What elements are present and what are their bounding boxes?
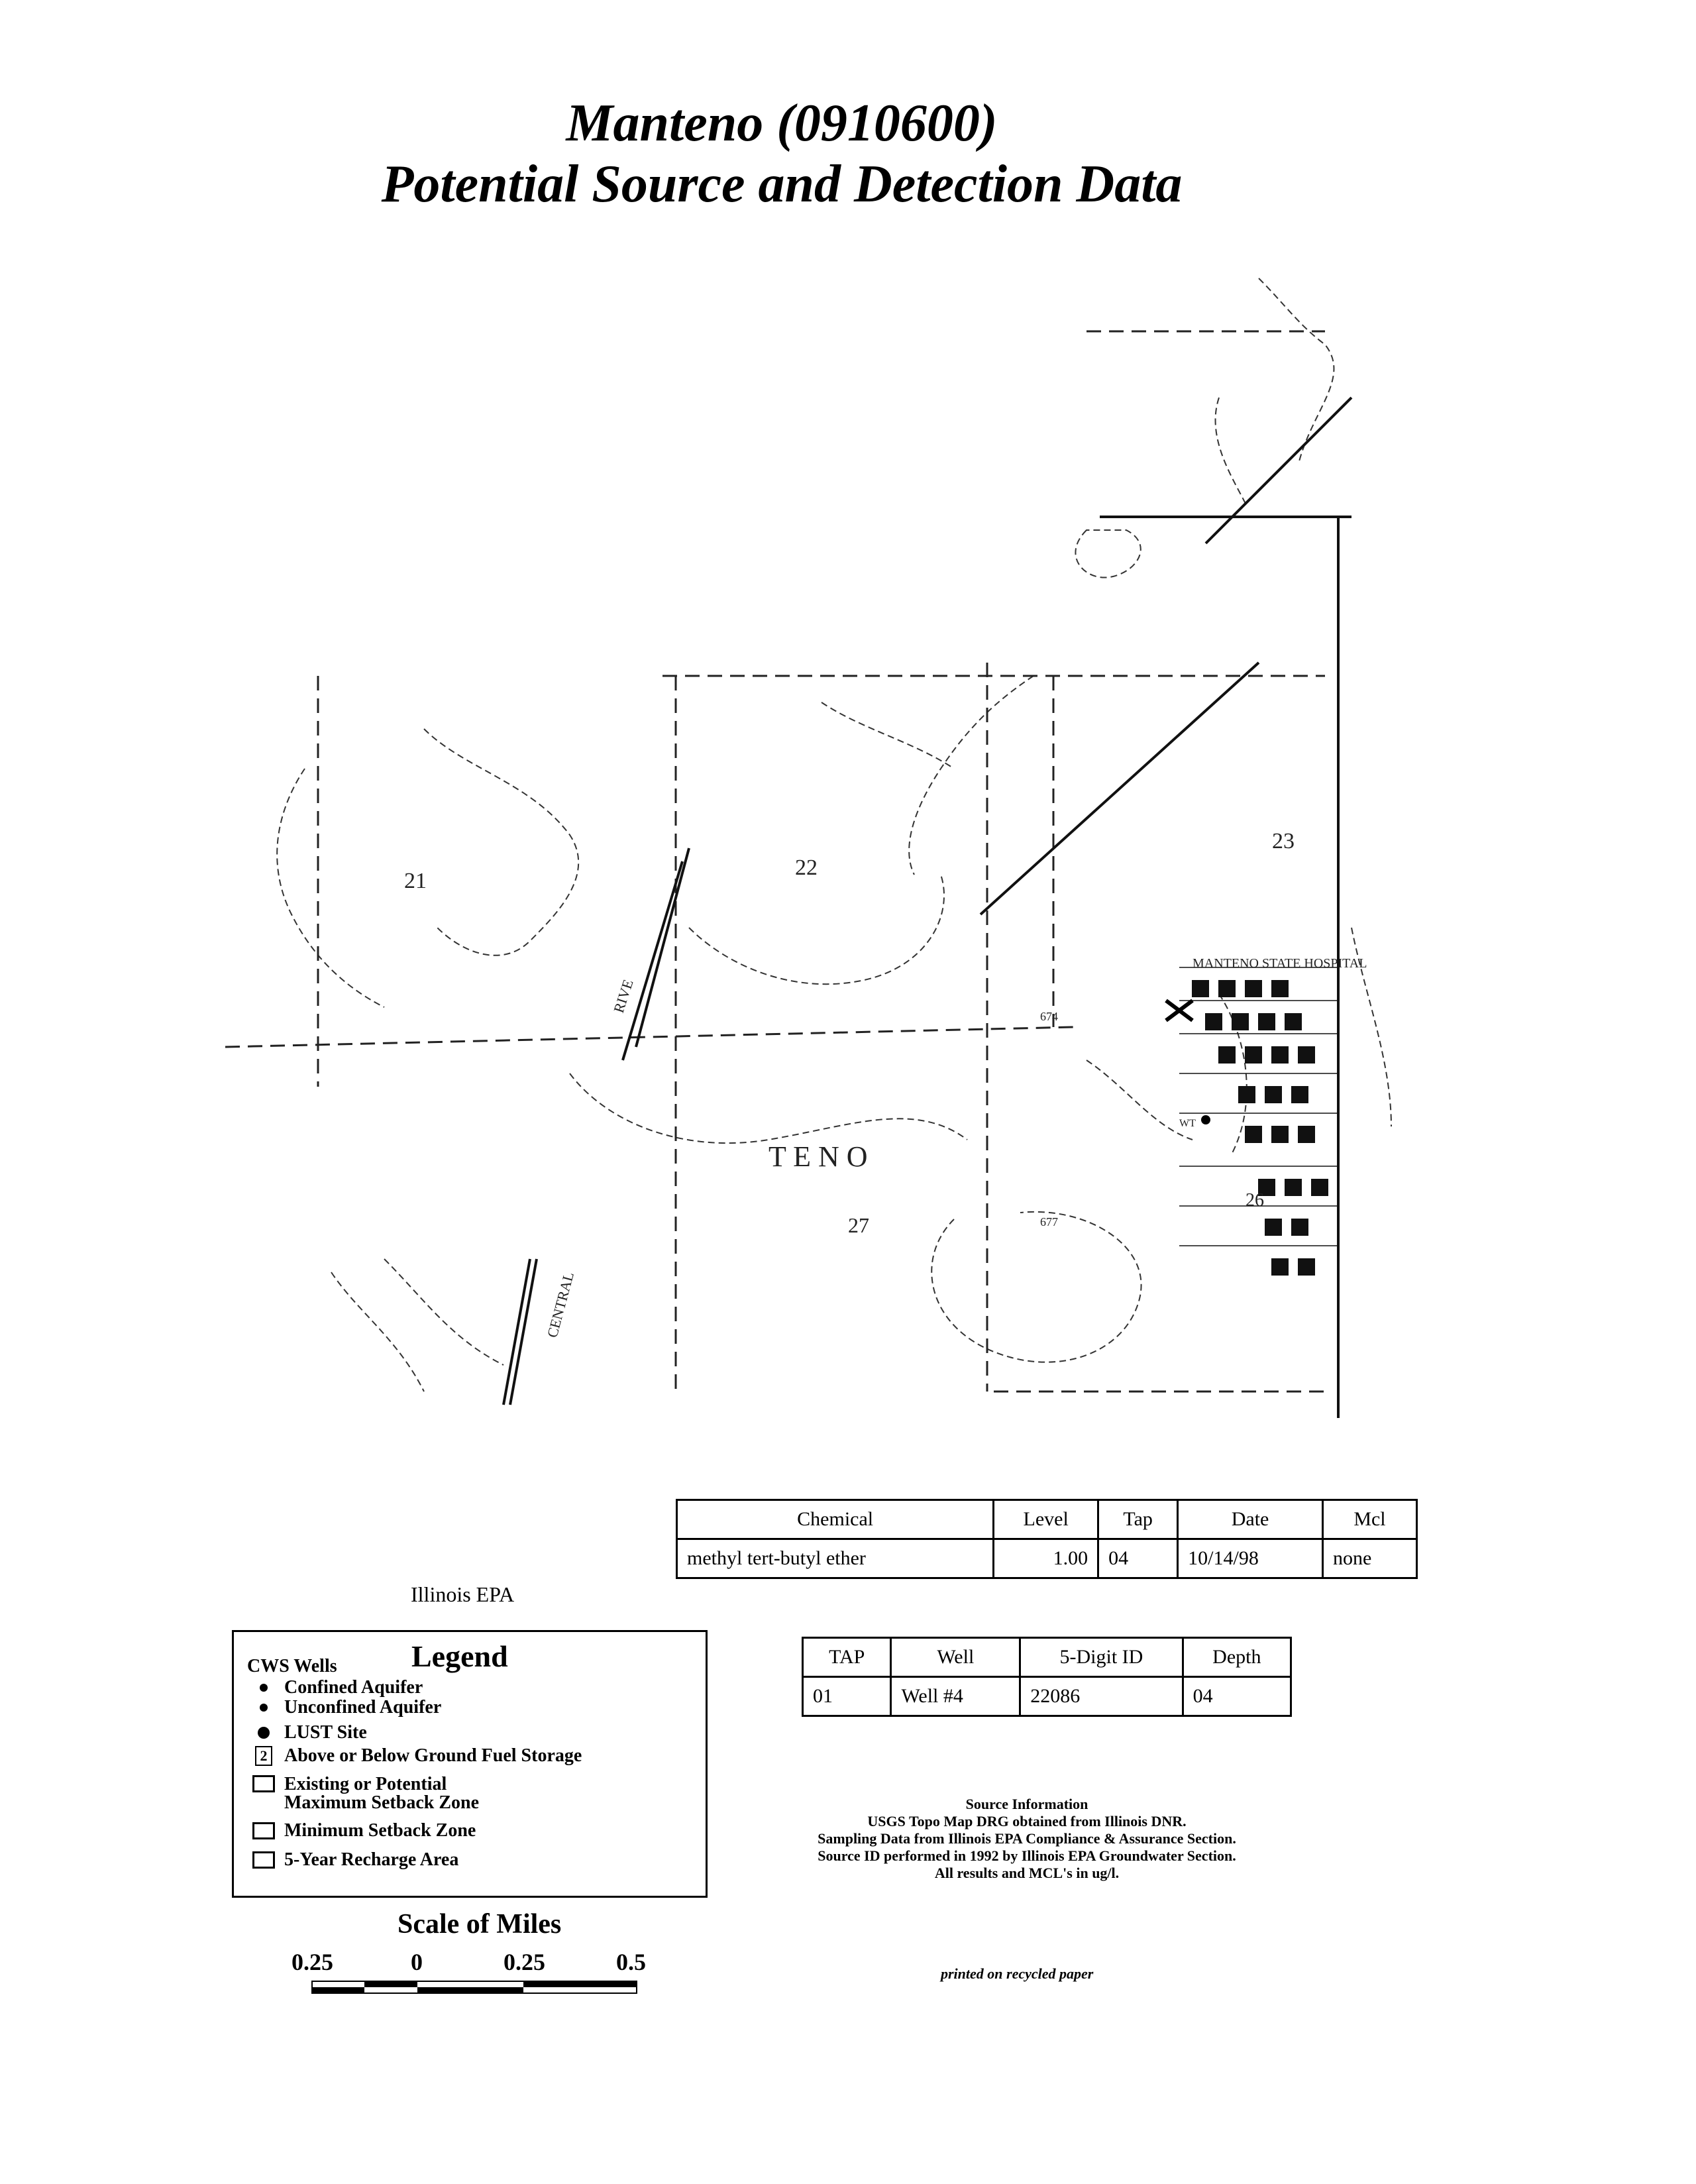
legend-item-label: Confined Aquifer xyxy=(284,1677,423,1698)
dot-icon xyxy=(260,1684,268,1692)
legend-item-label: Existing or Potential xyxy=(284,1774,447,1794)
legend-cws-label: CWS Wells xyxy=(247,1656,337,1676)
col-chemical: Chemical xyxy=(677,1500,994,1539)
legend-item xyxy=(252,1698,441,1717)
scale-tick: 0.5 xyxy=(616,1949,646,1975)
map-label-section-23: 23 xyxy=(1272,829,1295,853)
table-header-row xyxy=(677,1500,1417,1539)
col-date: Date xyxy=(1178,1500,1323,1539)
cell-chemical: methyl tert-butyl ether xyxy=(677,1539,994,1578)
page-title: Manteno (0910600) xyxy=(566,94,998,152)
map-label-wt: WT xyxy=(1179,1118,1196,1129)
map-label-section-22: 22 xyxy=(795,855,818,880)
map-label-elev-674: 674 xyxy=(1040,1010,1058,1023)
cell-id: 22086 xyxy=(1020,1677,1183,1716)
lust-icon xyxy=(258,1727,270,1739)
col-mcl: Mcl xyxy=(1322,1500,1416,1539)
topo-map xyxy=(225,265,1418,1458)
scale-tick: 0.25 xyxy=(504,1949,545,1975)
map-label-section-27: 27 xyxy=(848,1213,869,1237)
scale-bar xyxy=(311,1980,643,1996)
legend-item-label: Unconfined Aquifer xyxy=(284,1697,442,1718)
cell-depth: 04 xyxy=(1183,1677,1291,1716)
scale-tick: 0 xyxy=(411,1949,423,1975)
box-icon xyxy=(252,1775,275,1792)
legend-item-label: Above or Below Ground Fuel Storage xyxy=(284,1745,582,1766)
col-level: Level xyxy=(994,1500,1098,1539)
dot-icon xyxy=(260,1704,268,1712)
cell-tap: 01 xyxy=(803,1677,891,1716)
legend xyxy=(232,1630,708,1898)
map-label-section-26: 26 xyxy=(1246,1190,1264,1211)
topo-map-drawing xyxy=(225,265,1418,1458)
scale-title: Scale of Miles xyxy=(398,1909,562,1939)
source-info-line: Sampling Data from Illinois EPA Compliance & Assurance Section. xyxy=(818,1830,1236,1847)
col-tap: Tap xyxy=(1098,1500,1178,1539)
map-label-elev-677: 677 xyxy=(1040,1215,1058,1228)
legend-item xyxy=(252,1775,479,1812)
map-label-section-21: 21 xyxy=(404,869,427,893)
chemical-table xyxy=(676,1499,1418,1579)
legend-item-label: LUST Site xyxy=(284,1722,367,1743)
col-depth: Depth xyxy=(1183,1638,1291,1677)
legend-item xyxy=(252,1678,423,1697)
agency-label: Illinois EPA xyxy=(411,1582,515,1606)
legend-item-label: Minimum Setback Zone xyxy=(284,1820,476,1841)
legend-item-label-2: Maximum Setback Zone xyxy=(284,1792,479,1813)
cell-mcl: none xyxy=(1322,1539,1416,1578)
recycled-note: printed on recycled paper xyxy=(941,1965,1094,1982)
source-info-heading: Source Information xyxy=(965,1796,1088,1812)
fuel-storage-icon: 2 xyxy=(255,1746,272,1766)
col-tap: TAP xyxy=(803,1638,891,1677)
cell-level: 1.00 xyxy=(994,1539,1098,1578)
well-dot-icon xyxy=(1201,1115,1210,1124)
cell-well: Well #4 xyxy=(891,1677,1020,1716)
source-info-line: All results and MCL's in ug/l. xyxy=(934,1865,1120,1881)
legend-item xyxy=(252,1851,458,1869)
map-label-place: MANTENO STATE HOSPITAL xyxy=(1192,956,1367,971)
table-header-row xyxy=(803,1638,1291,1677)
col-id: 5-Digit ID xyxy=(1020,1638,1183,1677)
legend-item xyxy=(252,1822,476,1840)
table-row xyxy=(803,1677,1291,1716)
table-row xyxy=(677,1539,1417,1578)
x-marker-icon xyxy=(1166,1001,1192,1020)
page-subtitle: Potential Source and Detection Data xyxy=(381,155,1183,213)
map-label-road: RIVE xyxy=(610,977,637,1015)
scale-tick: 0.25 xyxy=(292,1949,333,1975)
legend-item-label: 5-Year Recharge Area xyxy=(284,1849,459,1870)
map-label-rail: CENTRAL xyxy=(543,1270,578,1340)
source-info-line: Source ID performed in 1992 by Illinois EPA Groundwater Section. xyxy=(818,1847,1236,1864)
col-well: Well xyxy=(891,1638,1020,1677)
source-info xyxy=(729,1796,1325,1882)
source-info-line: USGS Topo Map DRG obtained from Illinois DNR. xyxy=(867,1813,1187,1829)
legend-item xyxy=(252,1746,582,1766)
cell-tap: 04 xyxy=(1098,1539,1178,1578)
legend-item xyxy=(252,1723,367,1742)
box-icon xyxy=(252,1822,275,1839)
tap-table xyxy=(802,1637,1292,1717)
map-label-town: T E N O xyxy=(768,1140,868,1173)
legend-title: Legend xyxy=(411,1639,508,1673)
cell-date: 10/14/98 xyxy=(1178,1539,1323,1578)
box-icon xyxy=(252,1851,275,1869)
